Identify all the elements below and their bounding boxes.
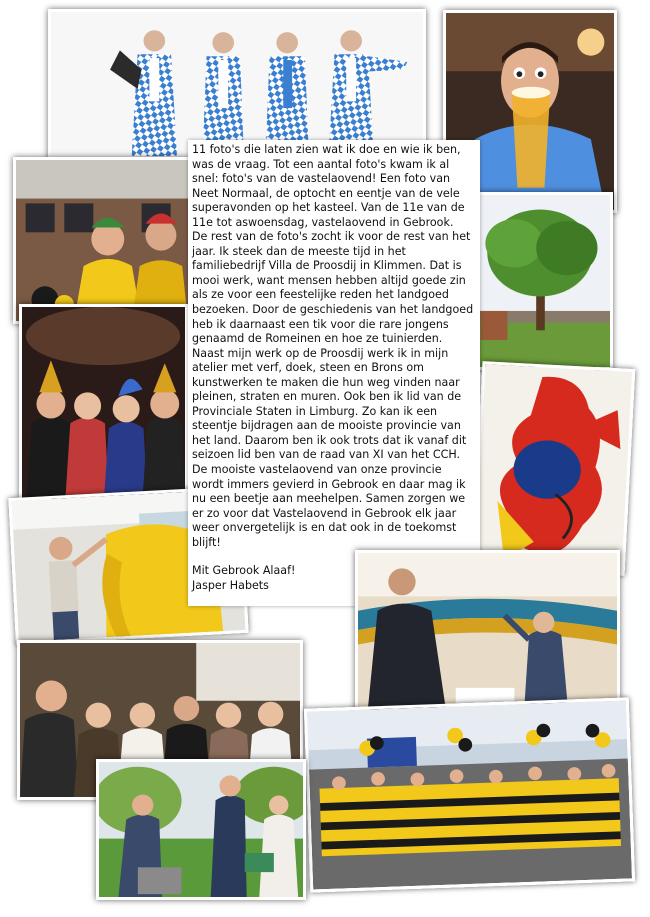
signature: Jasper Habets xyxy=(192,578,269,592)
tree-garden-image xyxy=(471,195,610,367)
carnival-parade-group-image xyxy=(307,700,632,889)
photo-tree-garden xyxy=(468,192,613,370)
sign-off: Mit Gebrook Alaaf! xyxy=(192,564,296,578)
carnival-costumes-street-image xyxy=(16,160,188,321)
red-blue-painting-image xyxy=(475,364,632,572)
band-bavarian-suits-image xyxy=(51,12,423,159)
about-me-text-box xyxy=(188,140,480,606)
tree-planting-image xyxy=(99,762,303,897)
carnival-party-group-image xyxy=(22,307,185,499)
intro-paragraph: 11 foto's die laten zien wat ik doe en wie ik ben, was de vraag. Tot een aantal foto's kwam ik al snel: foto's van de vastelaovend! Een foto van Neet Normaal, de optocht en eentje van de vele superavonden op het kasteel. Van de 11e van de 11e tot aswoensdag, vastelaovend in Gebrook. xyxy=(192,143,465,229)
photo-tree-planting xyxy=(96,759,306,900)
photo-speaker-and-conductor xyxy=(355,550,620,713)
photo-red-blue-painting xyxy=(472,361,636,576)
photo-carnival-costumes-street xyxy=(13,157,191,324)
work-paragraph: De rest van de foto's zocht ik voor de rest van het jaar. Ik steek dan de meeste tijd in het familiebedrijf Villa de Proosdij in Klimmen. Dat is mooi werk, want mensen hebben altijd goede zin als ze voor een feestelijke reden het landgoed bezoeken. Door de geschiedenis van het landgoed heb ik daarnaast een tik voor die rare jongens genaamd de Romeinen en hoe ze tuinierden. Naast mijn werk op de Proosdij werk ik in mijn atelier met verf, doek, steen en Brons om kunstwerken te maken die hun weg vinden naar pleinen, straten en muren. Ook ben ik lid van de Provinciale Staten in Limburg. Zo kan ik een steentje bijdragen aan de mooiste provincie van het land. Daarom ben ik ook trots dat ik vanaf dit seizoen lid ben van de raad van XI van het CCH. De mooiste vastelaovend van onze provincie wordt immers gevierd in Gebrook en daar mag ik nu een beetje aan meehelpen. Samen zorgen we er zo voor dat Vastelaovend in Gebrook elk jaar weer onvergetelijk is en dat ook in de toekomst blijft! xyxy=(192,230,474,549)
speaker-and-conductor-image xyxy=(358,553,617,710)
photo-carnival-parade-group xyxy=(304,697,635,892)
photo-carnival-party-group xyxy=(19,304,188,502)
